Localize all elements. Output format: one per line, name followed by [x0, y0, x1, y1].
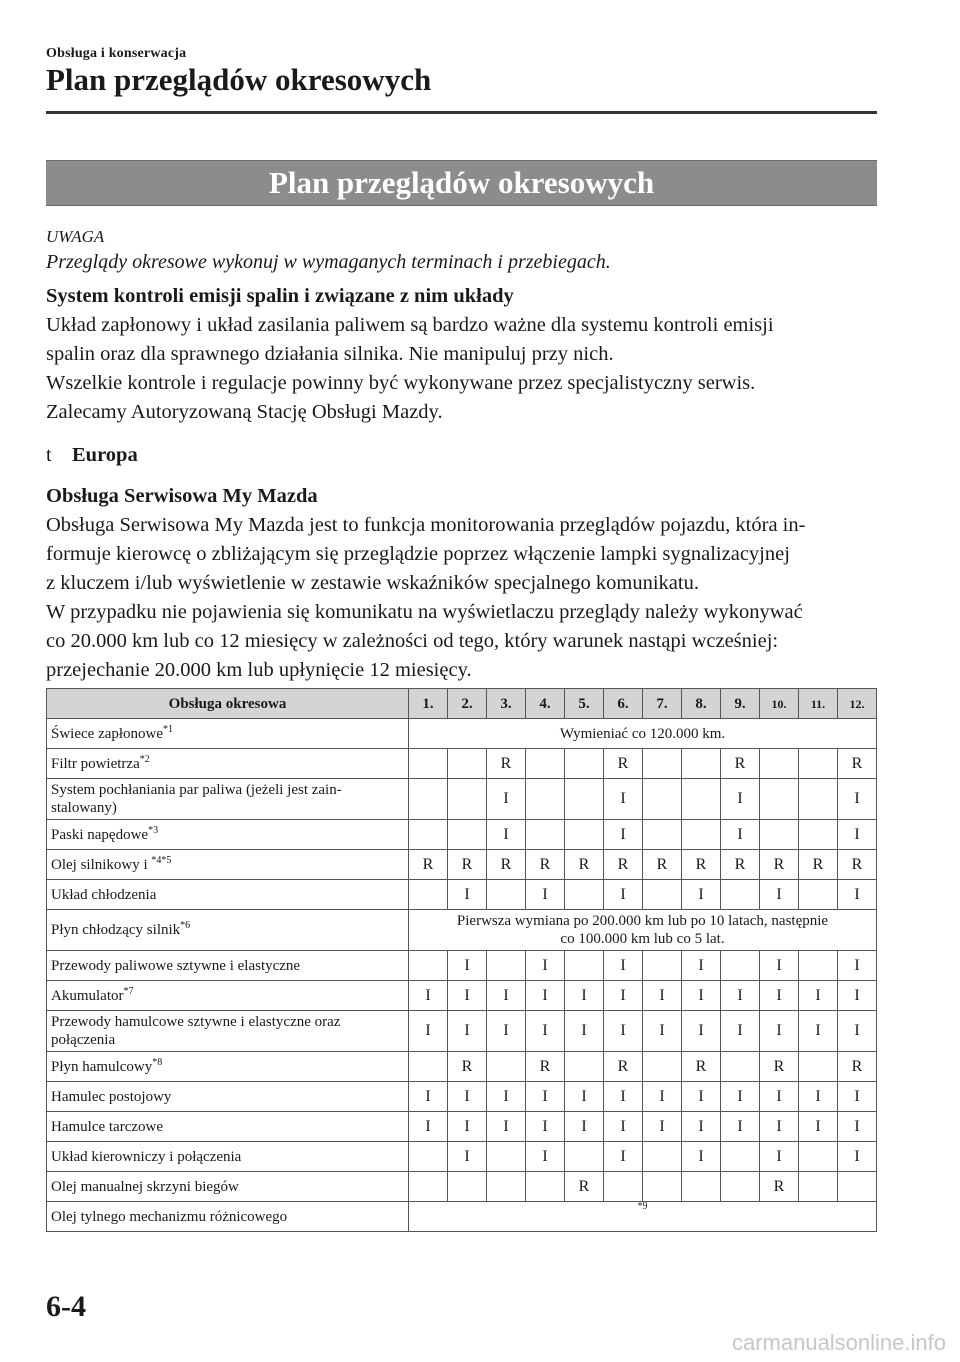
interval-cell: I	[448, 981, 487, 1011]
interval-cell: I	[409, 981, 448, 1011]
interval-cell	[487, 951, 526, 981]
note-text: Przeglądy okresowe wykonuj w wymaganych terminach i przebiegach.	[46, 251, 611, 273]
interval-cell: I	[448, 1142, 487, 1172]
interval-cell: I	[682, 880, 721, 910]
item-name-line: System pochłaniania par paliwa (jeżeli jest zain-	[51, 782, 342, 798]
interval-cell: I	[721, 1082, 760, 1112]
item-name: Filtr powietrza	[51, 755, 140, 772]
item-name-cell	[47, 910, 409, 951]
item-name: Świece zapłonowe	[51, 725, 164, 742]
footnote-ref: *7	[123, 985, 134, 997]
interval-cell: R	[643, 850, 682, 880]
spanned-note-line: Pierwsza wymiana po 200.000 km lub po 10 latach, następnie	[456, 913, 829, 929]
interval-cell: I	[721, 779, 760, 820]
interval-cell: R	[760, 1172, 799, 1202]
item-name: Płyn hamulcowy	[51, 1058, 153, 1075]
interval-cell: R	[721, 749, 760, 779]
page-number: 6-4	[46, 1290, 86, 1323]
interval-cell	[409, 1142, 448, 1172]
interval-cell: I	[799, 1112, 838, 1142]
watermark: carmanualsonline.info	[731, 1330, 946, 1355]
interval-cell	[565, 820, 604, 850]
interval-cell	[643, 779, 682, 820]
table-row	[47, 1011, 877, 1052]
interval-cell	[760, 749, 799, 779]
interval-cell: I	[838, 1011, 877, 1052]
maintenance-schedule-table	[46, 688, 877, 1232]
interval-cell: I	[760, 880, 799, 910]
interval-cell: I	[838, 1142, 877, 1172]
header-divider	[46, 111, 877, 114]
interval-cell	[721, 880, 760, 910]
interval-cell: I	[682, 951, 721, 981]
item-name: Paski napędowe	[51, 826, 149, 843]
item-name-cell	[47, 951, 409, 981]
interval-cell	[409, 1172, 448, 1202]
interval-cell: I	[604, 880, 643, 910]
interval-cell: R	[760, 850, 799, 880]
content-body	[46, 226, 886, 685]
interval-cell: I	[721, 1011, 760, 1052]
interval-cell	[409, 1052, 448, 1082]
interval-cell	[760, 820, 799, 850]
table-header-row	[47, 689, 877, 719]
item-name-cell	[47, 1011, 409, 1052]
interval-cell	[565, 951, 604, 981]
table-row	[47, 880, 877, 910]
interval-cell	[721, 1052, 760, 1082]
interval-cell: R	[604, 1052, 643, 1082]
interval-cell: I	[721, 1112, 760, 1142]
interval-cell: I	[643, 981, 682, 1011]
interval-cell: I	[682, 981, 721, 1011]
interval-cell: I	[526, 981, 565, 1011]
interval-cell: I	[487, 820, 526, 850]
interval-cell	[760, 779, 799, 820]
service-line: W przypadku nie pojawienia się komunikatu na wyświetlaczu przeglądy należy wykonywać	[46, 601, 803, 623]
interval-cell: I	[721, 981, 760, 1011]
header-interval: 6.	[604, 689, 643, 719]
interval-cell: I	[448, 951, 487, 981]
item-name: Hamulec postojowy	[51, 1088, 172, 1105]
interval-cell	[526, 749, 565, 779]
interval-cell: R	[838, 850, 877, 880]
interval-cell	[799, 779, 838, 820]
item-name-cell	[47, 1052, 409, 1082]
item-name-cell	[47, 719, 409, 749]
table-row	[47, 981, 877, 1011]
interval-cell	[565, 749, 604, 779]
interval-cell	[799, 820, 838, 850]
interval-cell: I	[487, 779, 526, 820]
spanned-note-cell	[409, 1202, 877, 1232]
interval-cell: I	[565, 1082, 604, 1112]
service-line: formuje kierowcę o zbliżającym się przeglądzie poprzez włączenie lampki sygnalizacyjnej	[46, 543, 790, 565]
header-interval: 5.	[565, 689, 604, 719]
item-name: Płyn chłodzący silnik	[51, 922, 181, 938]
interval-cell	[643, 1142, 682, 1172]
interval-cell: I	[604, 1112, 643, 1142]
interval-cell	[409, 951, 448, 981]
item-name: Układ kierowniczy i połączenia	[51, 1148, 242, 1165]
emission-heading: System kontroli emisji spalin i związane z nim układy	[46, 285, 514, 307]
interval-cell: I	[721, 820, 760, 850]
interval-cell: R	[487, 749, 526, 779]
spanned-note-line: co 100.000 km lub co 5 lat.	[560, 931, 725, 947]
interval-cell: R	[526, 1052, 565, 1082]
interval-cell: I	[487, 1082, 526, 1112]
item-name: Olej tylnego mechanizmu różnicowego	[51, 1208, 288, 1225]
item-name-cell	[47, 1112, 409, 1142]
interval-cell: R	[838, 1052, 877, 1082]
interval-cell	[487, 1142, 526, 1172]
header-interval: 10.	[760, 689, 799, 719]
interval-cell	[565, 779, 604, 820]
interval-cell: I	[838, 820, 877, 850]
interval-cell	[487, 1172, 526, 1202]
interval-cell: I	[604, 779, 643, 820]
interval-cell: I	[838, 981, 877, 1011]
header-interval: 7.	[643, 689, 682, 719]
interval-cell: I	[682, 1011, 721, 1052]
header-interval: 11.	[799, 689, 838, 719]
interval-cell	[526, 779, 565, 820]
interval-cell	[409, 820, 448, 850]
item-name: Olej manualnej skrzyni biegów	[51, 1178, 239, 1195]
interval-cell: I	[838, 779, 877, 820]
header-interval: 3.	[487, 689, 526, 719]
footnote-ref: *2	[139, 753, 150, 765]
interval-cell: I	[487, 1011, 526, 1052]
interval-cell	[448, 779, 487, 820]
interval-cell: R	[565, 850, 604, 880]
page-title: Plan przeglądów okresowych	[46, 62, 432, 97]
interval-cell: I	[838, 880, 877, 910]
interval-cell: I	[604, 820, 643, 850]
header-interval: 9.	[721, 689, 760, 719]
interval-cell: I	[799, 981, 838, 1011]
item-name: Układ chłodzenia	[51, 886, 157, 903]
table-row	[47, 749, 877, 779]
interval-cell: R	[487, 850, 526, 880]
interval-cell	[643, 951, 682, 981]
table-row	[47, 951, 877, 981]
item-name-cell	[47, 850, 409, 880]
interval-cell: I	[760, 1011, 799, 1052]
interval-cell: R	[799, 850, 838, 880]
item-name-cell	[47, 1202, 409, 1232]
item-name: Olej silnikowy i	[51, 856, 152, 873]
interval-cell: I	[604, 1011, 643, 1052]
interval-cell	[682, 779, 721, 820]
item-name-line: Przewody hamulcowe sztywne i elastyczne oraz	[51, 1014, 341, 1030]
interval-cell: R	[448, 850, 487, 880]
interval-cell	[682, 1172, 721, 1202]
service-line: co 20.000 km lub co 12 miesięcy w zależności od tego, który warunek nastąpi wcześniej:	[46, 630, 779, 652]
interval-cell: I	[565, 981, 604, 1011]
interval-cell	[565, 1052, 604, 1082]
interval-cell	[643, 880, 682, 910]
interval-cell: I	[526, 1142, 565, 1172]
interval-cell	[409, 779, 448, 820]
item-name-line: połączenia	[51, 1032, 116, 1048]
interval-cell: I	[448, 1011, 487, 1052]
interval-cell: I	[604, 951, 643, 981]
table-row	[47, 1082, 877, 1112]
interval-cell: I	[682, 1082, 721, 1112]
interval-cell: I	[487, 1112, 526, 1142]
interval-cell: R	[838, 749, 877, 779]
service-line: przejechanie 20.000 km lub upłynięcie 12 miesięcy.	[46, 659, 472, 681]
section-label: Obsługa i konserwacja	[46, 46, 187, 61]
table-body	[47, 719, 877, 1232]
interval-cell: I	[760, 1112, 799, 1142]
item-name: Akumulator	[51, 987, 124, 1004]
footnote-ref: *8	[152, 1056, 163, 1068]
interval-cell	[799, 951, 838, 981]
interval-cell: R	[448, 1052, 487, 1082]
interval-cell	[838, 1172, 877, 1202]
interval-cell: R	[526, 850, 565, 880]
interval-cell	[448, 820, 487, 850]
interval-cell: R	[760, 1052, 799, 1082]
table-row	[47, 850, 877, 880]
interval-cell	[526, 1172, 565, 1202]
interval-cell	[643, 820, 682, 850]
interval-cell: R	[721, 850, 760, 880]
interval-cell: I	[409, 1112, 448, 1142]
interval-cell: R	[604, 850, 643, 880]
interval-cell	[643, 1172, 682, 1202]
interval-cell: I	[409, 1082, 448, 1112]
header-item-column: Obsługa okresowa	[47, 689, 409, 719]
interval-cell	[487, 880, 526, 910]
header-interval: 4.	[526, 689, 565, 719]
emission-line: Układ zapłonowy i układ zasilania paliwem są bardzo ważne dla systemu kontroli emisji	[46, 314, 774, 336]
interval-cell	[799, 880, 838, 910]
emission-line: Wszelkie kontrole i regulacje powinny być wykonywane przez specjalistyczny serwis.	[46, 372, 756, 394]
interval-cell	[526, 820, 565, 850]
interval-cell: I	[565, 1112, 604, 1142]
item-name-cell	[47, 779, 409, 820]
interval-cell	[799, 1052, 838, 1082]
interval-cell: I	[682, 1142, 721, 1172]
interval-cell: I	[799, 1011, 838, 1052]
region-heading	[46, 441, 886, 470]
interval-cell: I	[838, 951, 877, 981]
interval-cell: I	[526, 1082, 565, 1112]
table-row	[47, 1052, 877, 1082]
table-row	[47, 1112, 877, 1142]
interval-cell: I	[838, 1082, 877, 1112]
interval-cell	[565, 1142, 604, 1172]
service-line: z kluczem i/lub wyświetlenie w zestawie wskaźników specjalnego komunikatu.	[46, 572, 699, 594]
interval-cell: I	[682, 1112, 721, 1142]
interval-cell	[565, 880, 604, 910]
interval-cell: I	[448, 880, 487, 910]
interval-cell	[643, 749, 682, 779]
table-row	[47, 779, 877, 820]
table-row	[47, 1142, 877, 1172]
table-row	[47, 1172, 877, 1202]
interval-cell	[448, 749, 487, 779]
item-name-cell	[47, 1142, 409, 1172]
item-name-cell	[47, 880, 409, 910]
interval-cell: I	[565, 1011, 604, 1052]
interval-cell	[604, 1172, 643, 1202]
interval-cell	[487, 1052, 526, 1082]
interval-cell: I	[760, 981, 799, 1011]
interval-cell	[799, 1172, 838, 1202]
header-interval: 12.	[838, 689, 877, 719]
item-name-cell	[47, 981, 409, 1011]
service-heading: Obsługa Serwisowa My Mazda	[46, 485, 318, 507]
service-line: Obsługa Serwisowa My Mazda jest to funkcja monitorowania przeglądów pojazdu, która in-	[46, 514, 806, 536]
interval-cell: I	[643, 1112, 682, 1142]
interval-cell: I	[448, 1112, 487, 1142]
interval-cell	[643, 1052, 682, 1082]
interval-cell: I	[838, 1112, 877, 1142]
item-name: Hamulce tarczowe	[51, 1118, 164, 1135]
interval-cell: I	[604, 1082, 643, 1112]
footnote-ref: *1	[163, 723, 174, 735]
interval-cell	[721, 1142, 760, 1172]
interval-cell: R	[565, 1172, 604, 1202]
item-name: Przewody paliwowe sztywne i elastyczne	[51, 957, 301, 974]
interval-cell: I	[526, 951, 565, 981]
region-label: Europa	[72, 444, 138, 466]
footnote-ref: *4*5	[151, 854, 172, 866]
interval-cell: R	[409, 850, 448, 880]
interval-cell: I	[448, 1082, 487, 1112]
item-name-cell	[47, 1082, 409, 1112]
interval-cell: I	[604, 1142, 643, 1172]
interval-cell: R	[682, 850, 721, 880]
interval-cell	[799, 749, 838, 779]
interval-cell	[799, 1142, 838, 1172]
interval-cell	[448, 1172, 487, 1202]
table-row	[47, 820, 877, 850]
item-name-cell	[47, 820, 409, 850]
interval-cell	[721, 1172, 760, 1202]
interval-cell: I	[526, 1112, 565, 1142]
interval-cell: I	[760, 1082, 799, 1112]
table-row	[47, 719, 877, 749]
table-row	[47, 910, 877, 951]
item-name-cell	[47, 749, 409, 779]
interval-cell	[409, 749, 448, 779]
region-marker-icon: t	[46, 444, 52, 466]
interval-cell: R	[682, 1052, 721, 1082]
interval-cell	[682, 820, 721, 850]
table-row	[47, 1202, 877, 1232]
spanned-note-cell: Wymieniać co 120.000 km.	[409, 719, 877, 749]
interval-cell: I	[799, 1082, 838, 1112]
interval-cell: I	[526, 1011, 565, 1052]
interval-cell: I	[643, 1011, 682, 1052]
emission-line: spalin oraz dla sprawnego działania silnika. Nie manipuluj przy nich.	[46, 343, 614, 365]
header-interval: 8.	[682, 689, 721, 719]
emission-line: Zalecamy Autoryzowaną Stację Obsługi Mazdy.	[46, 401, 443, 423]
footnote-ref: *3	[148, 824, 159, 836]
footnote-ref: *9	[637, 1201, 648, 1212]
section-banner: Plan przeglądów okresowych	[46, 160, 877, 206]
interval-cell	[409, 880, 448, 910]
interval-cell: I	[487, 981, 526, 1011]
item-name-line: stalowany)	[51, 800, 117, 816]
interval-cell: I	[604, 981, 643, 1011]
item-name-cell	[47, 1172, 409, 1202]
interval-cell	[682, 749, 721, 779]
note-heading: UWAGA	[46, 227, 105, 246]
interval-cell: I	[526, 880, 565, 910]
header-interval: 2.	[448, 689, 487, 719]
interval-cell: I	[409, 1011, 448, 1052]
interval-cell: I	[643, 1082, 682, 1112]
interval-cell: I	[760, 951, 799, 981]
interval-cell	[721, 951, 760, 981]
header-interval: 1.	[409, 689, 448, 719]
interval-cell: I	[760, 1142, 799, 1172]
interval-cell: R	[604, 749, 643, 779]
spanned-note-cell	[409, 910, 877, 951]
footnote-ref: *6	[180, 920, 191, 931]
